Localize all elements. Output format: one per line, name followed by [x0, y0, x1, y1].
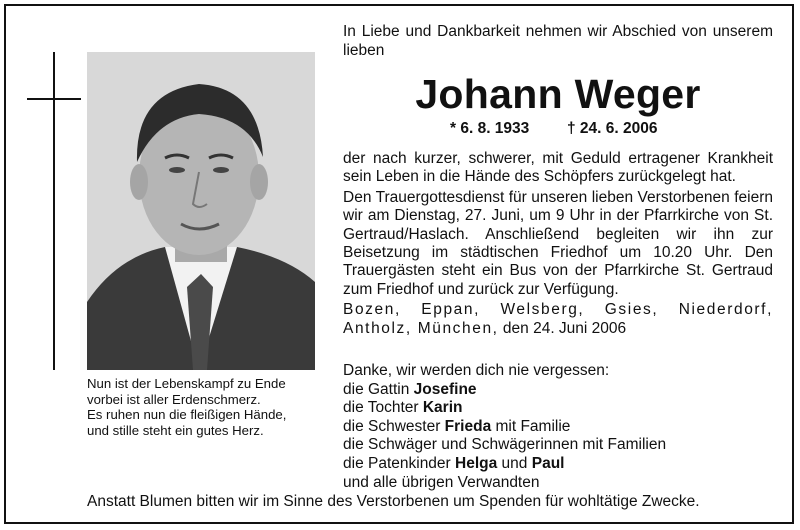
obituary-body	[343, 150, 773, 340]
donation-request: Anstatt Blumen bitten wir im Sinne des Verstorbenen um Spenden für wohltätige Zwecke.	[87, 493, 700, 510]
birth-date: * 6. 8. 1933	[450, 120, 530, 137]
obituary-paragraph: der nach kurzer, schwerer, mit Geduld ertragener Krankheit sein Leben in die Hände des Schöpfers zurückgelegt hat.	[343, 150, 773, 186]
places-list: Bozen, Eppan, Welsberg, Gsies, Niederdorf, Antholz, München,	[343, 301, 773, 337]
mourner-line: die Gattin Josefine	[343, 380, 477, 398]
verse-line: Es ruhen nun die fleißigen Hände,	[87, 407, 287, 422]
thanks-line: Danke, wir werden dich nie vergessen:	[343, 362, 610, 379]
verse-line: Nun ist der Lebenskampf zu Ende	[87, 376, 286, 391]
mourners-list	[343, 362, 773, 492]
verse-line: und stille steht ein gutes Herz.	[87, 422, 264, 438]
memorial-verse	[87, 376, 327, 438]
death-date: † 24. 6. 2006	[567, 120, 658, 137]
cross-symbol-bar	[27, 98, 81, 100]
deceased-name: Johann Weger	[415, 71, 701, 117]
mourner-line: die Patenkinder Helga und Paul	[343, 454, 565, 472]
notice-date: den 24. Juni 2006	[502, 319, 627, 337]
places-paragraph	[343, 301, 773, 338]
mourner-line: die Tochter Karin	[343, 399, 463, 417]
mourner-line: die Schwester Frieda mit Familie	[343, 417, 571, 435]
portrait-photo	[87, 52, 315, 370]
mourner-line: die Schwäger und Schwägerinnen mit Familien	[343, 436, 667, 454]
intro-text: In Liebe und Dankbarkeit nehmen wir Abschied von unserem lieben	[343, 23, 773, 59]
mourner-line: und alle übrigen Verwandten	[343, 473, 540, 491]
service-paragraph: Den Trauergottesdienst für unseren lieben Verstorbenen feiern wir am Dienstag, 27. Juni, um 9 Uhr in der Pfarrkirche von St. Gertraud/Haslach. Anschließend begleiten wir ihn zur Beisetzung im städtischen Friedhof um 10.20 Uhr. Den Trauergästen steht ein Bus von der Pfarrkirche St. Gertraud zum Friedhof und zurück zur Verfügung.	[343, 188, 773, 298]
verse-line: vorbei ist aller Erdenschmerz.	[87, 391, 261, 407]
